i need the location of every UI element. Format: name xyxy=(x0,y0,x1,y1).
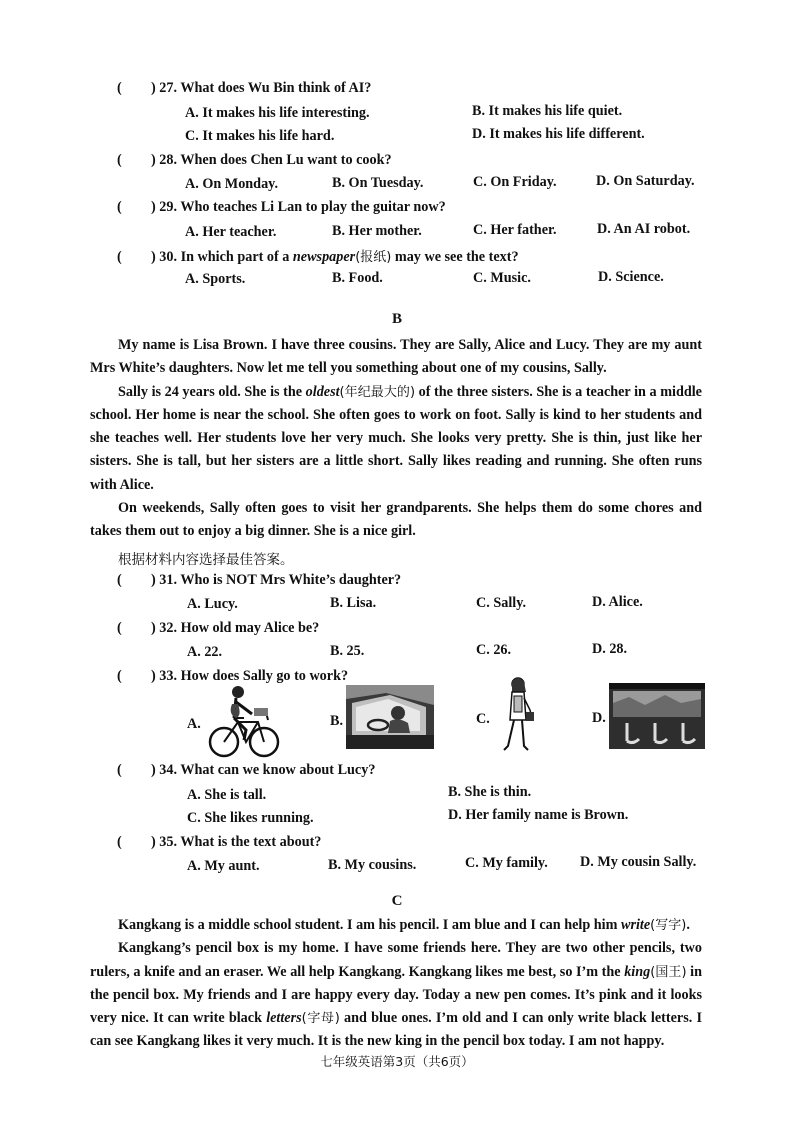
option-c: C. Sally. xyxy=(476,595,527,611)
option-d: D. On Saturday. xyxy=(596,173,695,189)
question-text: Who teaches Li Lan to play the guitar now? xyxy=(180,199,446,215)
paragraph: Kangkang’s pencil box is my home. I have some friends here. They are two other pencils, two rulers, a knife and an eraser. We all help Kangkang. Kangkang likes me best, so I’m the king(国王) in the pencil box. My friends and I are happy every day. Today a new pen comes. It’s pink and it looks very nice. It can write black letters(字母) and blue ones. I’m old and I can only write black letters. I can see Kangkang likes it very much. It is the new king in the pencil box today. I am not happy. xyxy=(90,940,703,1050)
question-28: ( ) 28. When does Chen Lu want to cook? xyxy=(117,152,392,168)
option-d: D. Science. xyxy=(598,269,664,285)
section-b-heading: B xyxy=(391,311,402,327)
option-d: D. My cousin Sally. xyxy=(580,854,697,870)
question-32: ( ) 32. How old may Alice be? xyxy=(117,620,320,636)
question-30: ( ) 30. In which part of a newspaper(报纸) may we see the text? xyxy=(117,249,519,265)
question-29: ( ) 29. Who teaches Li Lan to play the guitar now? xyxy=(117,199,446,215)
page-footer: 七年级英语第3页（共6页） xyxy=(320,1054,474,1069)
car-picture xyxy=(346,685,434,754)
walking-girl-picture xyxy=(496,676,538,759)
answer-blank[interactable]: ( xyxy=(117,668,122,684)
section-b-passage xyxy=(90,334,702,544)
question-33: ( ) 33. How does Sally go to work? xyxy=(117,668,349,684)
question-text: How old may Alice be? xyxy=(180,620,320,636)
paragraph: Sally is 24 years old. She is the oldest(年纪最大的) of the three sisters. She is a teacher in a middle school. Her home is near the school. She often goes to work on foot. Sally is kind to her students and she teaches well. Her students love her very much. She looks very pretty. She is thin, just like her sisters. She is tall, but her sisters are a little short. Sally likes reading and running. She often runs with Alice. xyxy=(90,383,702,493)
option-a: A. It makes his life interesting. xyxy=(185,105,370,121)
option-c: C. It makes his life hard. xyxy=(185,128,335,144)
question-31: ( ) 31. Who is NOT Mrs White’s daughter? xyxy=(117,572,402,588)
question-text: What does Wu Bin think of AI? xyxy=(180,80,372,96)
option-c: C. My family. xyxy=(465,855,548,871)
option-a: A. Sports. xyxy=(185,271,246,287)
question-text: When does Chen Lu want to cook? xyxy=(180,152,392,168)
option-b: B. Lisa. xyxy=(330,595,377,611)
option-d: D. An AI robot. xyxy=(597,221,691,237)
option-d: D. xyxy=(592,710,606,726)
option-c: C. Music. xyxy=(473,270,531,286)
option-a: A. Her teacher. xyxy=(185,224,277,240)
section-c-heading: C xyxy=(391,893,403,909)
option-b: B. It makes his life quiet. xyxy=(472,103,623,119)
option-b: B. She is thin. xyxy=(448,784,532,800)
question-34: ( ) 34. What can we know about Lucy? xyxy=(117,762,376,778)
option-c: C. xyxy=(476,711,490,727)
option-a: A. 22. xyxy=(187,644,223,660)
option-d: D. 28. xyxy=(592,641,628,657)
question-text: What is the text about? xyxy=(180,834,322,850)
paragraph: Kangkang is a middle school student. I am his pencil. I am blue and I can help him write(写字). xyxy=(118,917,690,933)
section-c-passage xyxy=(90,914,702,1054)
option-b: B. 25. xyxy=(330,643,365,659)
question-35: ( ) 35. What is the text about? xyxy=(117,834,322,850)
answer-blank[interactable]: ( xyxy=(117,834,122,850)
option-b: B. My cousins. xyxy=(328,857,417,873)
instruction: 根据材料内容选择最佳答案。 xyxy=(118,552,294,568)
bus-picture xyxy=(609,683,705,754)
option-d: D. It makes his life different. xyxy=(472,126,645,142)
option-b: B. On Tuesday. xyxy=(332,175,424,191)
paragraph: On weekends, Sally often goes to visit her grandparents. She helps them do some chores and takes them out to enjoy a big dinner. She is a nice girl. xyxy=(90,500,702,540)
question-text: What can we know about Lucy? xyxy=(180,762,376,778)
option-b: B. Her mother. xyxy=(332,223,422,239)
question-text: How does Sally go to work? xyxy=(180,668,349,684)
answer-blank[interactable]: ( xyxy=(117,199,122,215)
option-a: A. Lucy. xyxy=(187,596,238,612)
answer-blank[interactable]: ( xyxy=(117,249,122,265)
option-c: C. 26. xyxy=(476,642,512,658)
question-text: In which part of a newspaper(报纸) may we see the text? xyxy=(180,249,519,265)
answer-blank[interactable]: ( xyxy=(117,80,122,96)
option-a: A. xyxy=(187,716,201,732)
option-b: B. xyxy=(330,713,344,729)
option-a: A. She is tall. xyxy=(187,787,267,803)
answer-blank[interactable]: ( xyxy=(117,572,122,588)
bicycle-picture xyxy=(208,684,282,765)
option-d: D. Alice. xyxy=(592,594,643,610)
paragraph: My name is Lisa Brown. I have three cousins. They are Sally, Alice and Lucy. They are my aunt Mrs White’s daughters. Now let me tell you something about one of my cousins, Sally. xyxy=(90,337,702,377)
answer-blank[interactable]: ( xyxy=(117,762,122,778)
question-text: Who is NOT Mrs White’s daughter? xyxy=(180,572,402,588)
option-c: C. She likes running. xyxy=(187,810,314,826)
question-27: ( ) 27. What does Wu Bin think of AI? xyxy=(117,80,372,96)
option-d: D. Her family name is Brown. xyxy=(448,807,629,823)
option-b: B. Food. xyxy=(332,270,383,286)
answer-blank[interactable]: ( xyxy=(117,620,122,636)
option-a: A. My aunt. xyxy=(187,858,260,874)
option-c: C. On Friday. xyxy=(473,174,557,190)
option-a: A. On Monday. xyxy=(185,176,279,192)
answer-blank[interactable]: ( xyxy=(117,152,122,168)
option-c: C. Her father. xyxy=(473,222,557,238)
